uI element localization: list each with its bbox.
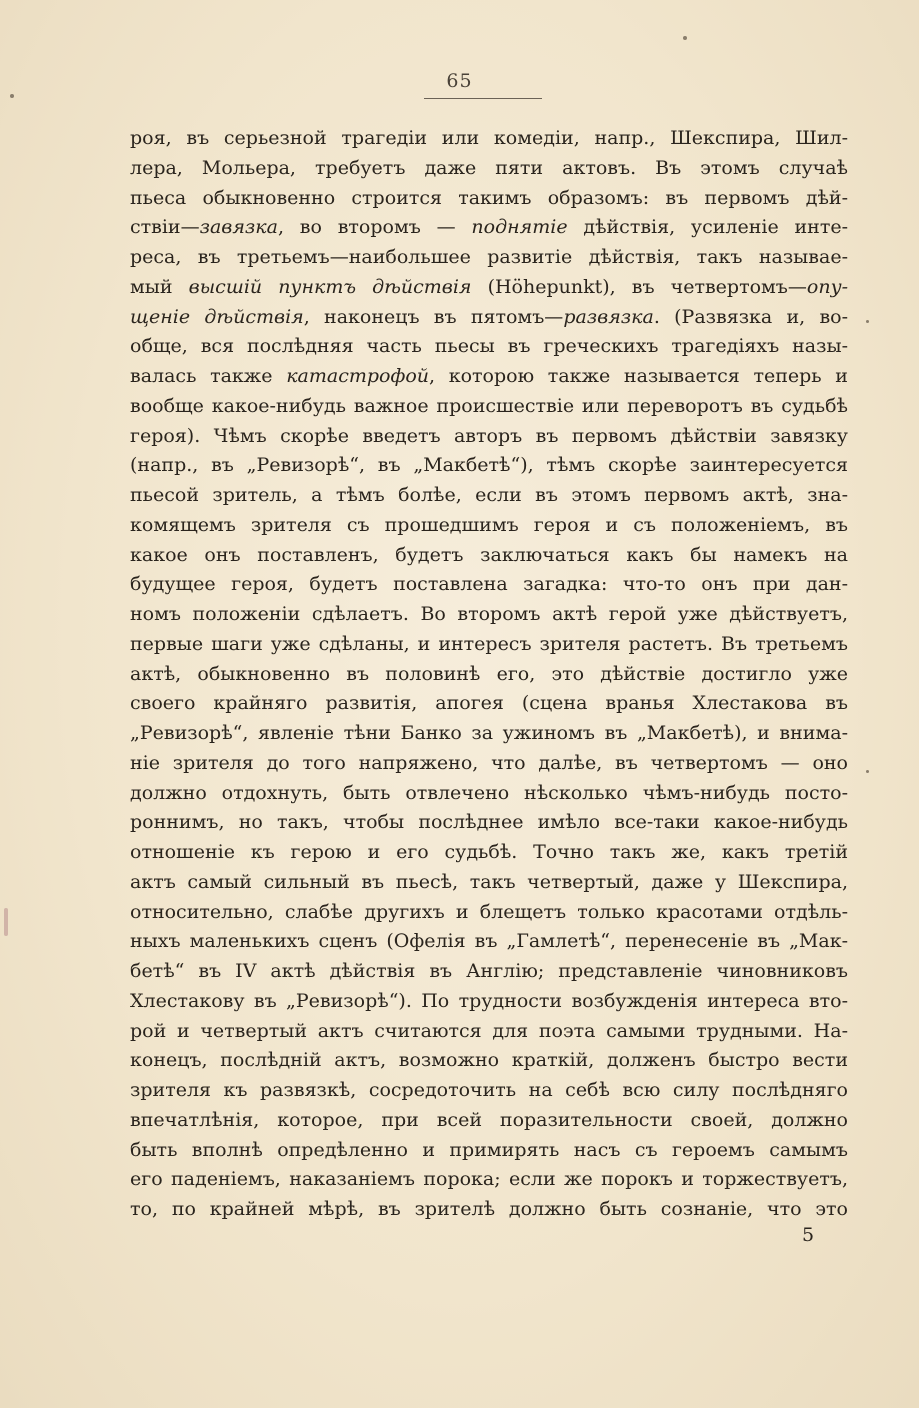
text-run: валась также	[130, 365, 287, 387]
text-run: , которою также называется теперь и	[429, 365, 848, 387]
text-run: впечатлѣнія, которое, при всей поразительности своей, должно	[130, 1108, 848, 1131]
text-line	[130, 243, 848, 273]
text-run: то, по крайней мѣрѣ, въ зрителѣ должно быть сознаніе, что это	[130, 1198, 848, 1220]
text-run: должно отдохнуть, быть отвлечено нѣсколько чѣмъ-нибудь посто-	[130, 781, 848, 804]
text-run: пьесой зритель, а тѣмъ болѣе, если въ этомъ первомъ актѣ, зна-	[130, 484, 848, 506]
text-line	[130, 332, 848, 362]
text-line	[130, 1076, 848, 1106]
text-line	[130, 1106, 848, 1136]
text-line	[130, 1017, 848, 1047]
text-run: (Höhepunkt), въ четвертомъ—	[471, 275, 807, 298]
text-line	[130, 689, 848, 719]
text-run: номъ положеніи сдѣлаетъ. Во второмъ актѣ герой уже дѣйствуетъ,	[130, 603, 848, 625]
text-run: , наконецъ въ пятомъ—	[303, 305, 564, 328]
text-line	[130, 184, 848, 214]
text-line	[130, 927, 848, 957]
text-line	[130, 957, 848, 987]
text-line	[130, 749, 848, 779]
italic-term: завязка	[199, 216, 278, 239]
text-line	[130, 1046, 848, 1076]
text-line	[130, 124, 848, 154]
text-run: „Ревизорѣ“, явленіе тѣни Банко за ужиномъ въ „Макбетѣ), и внима-	[130, 722, 848, 744]
edge-stain	[4, 908, 8, 936]
text-run: будущее героя, будетъ поставлена загадка: что-то онъ при дан-	[130, 573, 848, 596]
text-run: реса, въ третьемъ—наибольшее развитіе дѣйствія, такъ называе-	[130, 246, 848, 268]
text-run: (напр., въ „Ревизорѣ“, въ „Макбетѣ“), тѣмъ скорѣе заинтересуется	[130, 454, 848, 477]
text-run: ныхъ маленькихъ сценъ (Офелія въ „Гамлетѣ“, перенесеніе въ „Мак-	[130, 930, 848, 953]
text-run: . (Развязка и, во-	[653, 305, 848, 328]
text-line	[130, 660, 848, 690]
text-run: роя, въ серьезной трагедіи или комедіи, напр., Шекспира, Шил-	[130, 127, 848, 149]
text-line	[130, 303, 848, 333]
text-line	[130, 541, 848, 571]
speck	[10, 94, 14, 98]
text-run: отношеніе къ герою и его судьбѣ. Точно такъ же, какъ третій	[130, 841, 848, 863]
italic-term: опу-	[806, 275, 849, 298]
text-line	[130, 630, 848, 660]
text-run: мый	[130, 275, 189, 298]
speck	[683, 36, 687, 40]
text-line	[130, 987, 848, 1017]
text-run: относительно, слабѣе другихъ и блещетъ только красотами отдѣль-	[130, 900, 848, 923]
text-line	[130, 422, 848, 452]
text-run: актѣ, обыкновенно въ половинѣ его, это дѣйствіе достигло уже	[130, 662, 848, 685]
text-line	[130, 719, 848, 749]
text-run: Хлестакову въ „Ревизорѣ“). По трудности возбужденія интереса вто-	[130, 989, 848, 1012]
text-line	[130, 779, 848, 809]
text-run: обще, вся послѣдняя часть пьесы въ греческихъ трагедіяхъ назы-	[130, 335, 848, 358]
italic-term: высшій пунктъ дѣйствія	[188, 275, 472, 298]
text-line	[130, 808, 848, 838]
text-run: пьеса обыкновенно строится такимъ образомъ: въ первомъ дѣй-	[130, 186, 848, 209]
text-line	[130, 898, 848, 928]
text-run: зрителя къ развязкѣ, сосредоточить на себѣ всю силу послѣдняго	[130, 1079, 848, 1101]
text-run: первые шаги уже сдѣланы, и интересъ зрителя растетъ. Въ третьемъ	[130, 632, 848, 655]
text-run: своего крайняго развитія, апогея (сцена вранья Хлестакова въ	[130, 692, 848, 715]
text-run: дѣйствія, усиленіе инте-	[567, 216, 848, 239]
text-run: актъ самый сильный въ пьесѣ, такъ четвертый, даже у Шекспира,	[130, 870, 848, 893]
text-line	[130, 392, 848, 422]
text-line	[130, 481, 848, 511]
italic-term: катастрофой	[286, 365, 430, 387]
text-run: его паденіемъ, наказаніемъ порока; если же порокъ и торжествуетъ,	[130, 1168, 848, 1191]
text-line	[130, 451, 848, 481]
text-line	[130, 1195, 848, 1225]
speck	[866, 320, 869, 323]
text-run: бетѣ“ въ IV актѣ дѣйствія въ Англію; представленіе чиновниковъ	[130, 960, 848, 982]
italic-term: развязка	[563, 305, 654, 328]
text-line	[130, 213, 848, 243]
text-line	[130, 154, 848, 184]
text-run: героя). Чѣмъ скорѣе введетъ авторъ въ первомъ дѣйствіи завязку	[130, 424, 848, 447]
text-line	[130, 273, 848, 303]
page-number: 65	[446, 70, 473, 92]
text-line	[130, 1165, 848, 1195]
text-run: ніе зрителя до того напряжено, что далѣе, въ четвертомъ — оно	[130, 751, 848, 774]
text-run: вообще какое-нибудь важное происшествіе или переворотъ въ судьбѣ	[130, 394, 848, 417]
text-run: роннимъ, но такъ, чтобы послѣднее имѣло все-таки какое-нибудь	[130, 811, 848, 834]
text-line	[130, 1136, 848, 1166]
speck	[866, 770, 869, 773]
italic-term: щеніе дѣйствія	[130, 305, 304, 328]
text-run: быть вполнѣ опредѣленно и примирять насъ съ героемъ самымъ	[130, 1138, 848, 1161]
text-line	[130, 838, 848, 868]
text-run: рой и четвертый актъ считаются для поэта самыми трудными. На-	[130, 1019, 848, 1042]
text-run: комящемъ зрителя съ прошедшимъ героя и съ положеніемъ, въ	[130, 513, 848, 536]
text-line	[130, 362, 848, 392]
text-line	[130, 600, 848, 630]
text-run: конецъ, послѣдній актъ, возможно краткій, долженъ быстро вести	[130, 1049, 848, 1072]
text-run: лера, Мольера, требуетъ даже пяти актовъ. Въ этомъ случаѣ	[130, 156, 848, 179]
text-line	[130, 511, 848, 541]
text-line	[130, 570, 848, 600]
body-text	[130, 124, 848, 1225]
text-run: , во второмъ —	[277, 216, 472, 239]
signature-mark: 5	[802, 1224, 815, 1246]
header-rule	[424, 98, 542, 99]
italic-term: поднятіе	[471, 216, 568, 239]
text-run: какое онъ поставленъ, будетъ заключаться какъ бы намекъ на	[130, 543, 848, 566]
text-line	[130, 868, 848, 898]
text-run: ствіи—	[130, 216, 200, 239]
